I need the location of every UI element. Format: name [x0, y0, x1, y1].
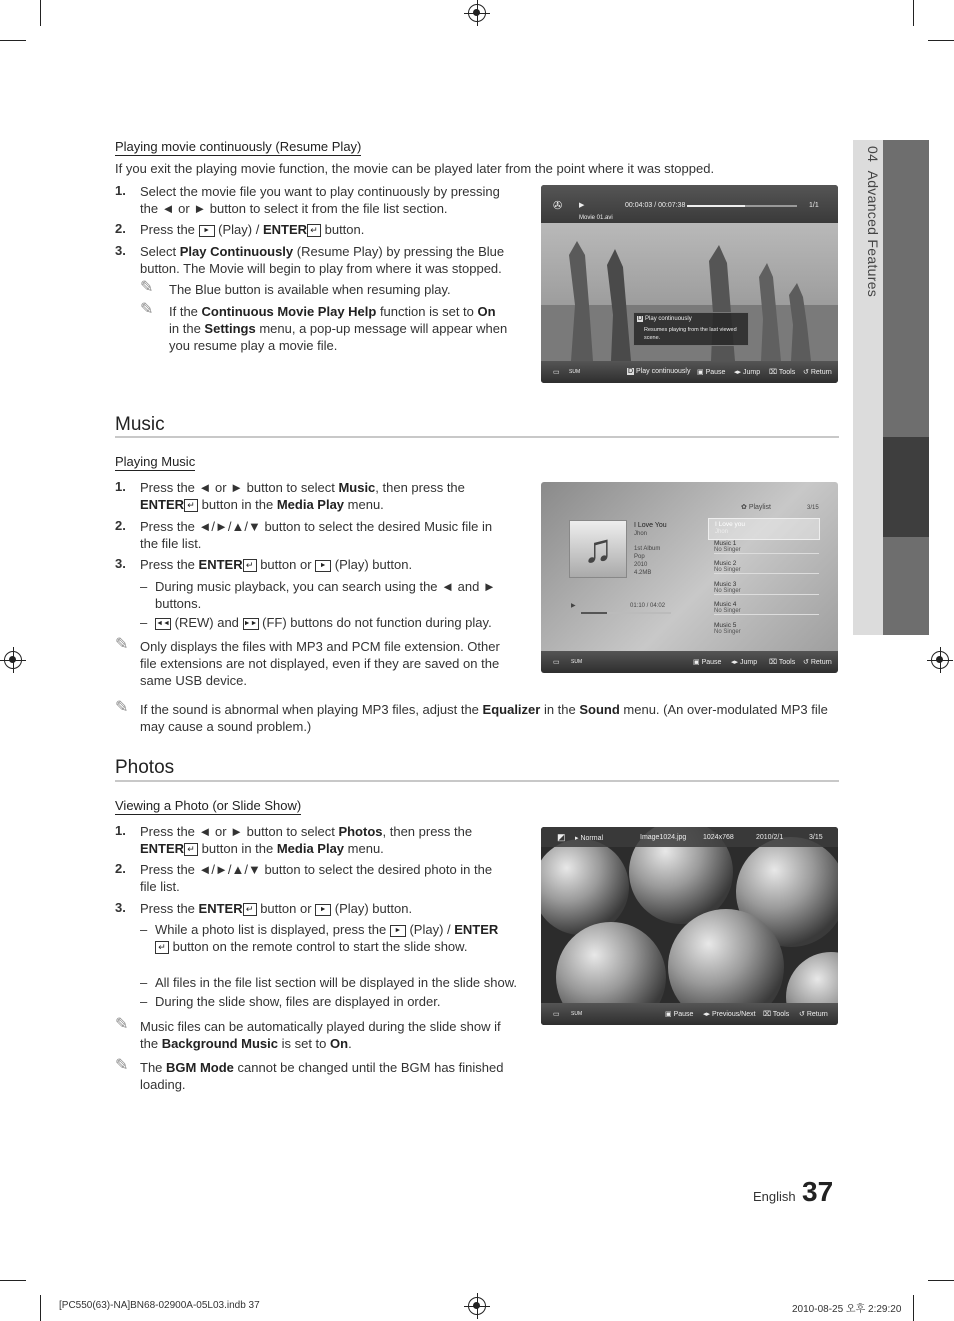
crop-mark — [0, 40, 26, 41]
resume-note-2: If the Continuous Movie Play Help function is set to On in the Settings menu, a pop-up message will appear when you resume play a movie file. — [169, 304, 508, 353]
photo-filename: Image1024.jpg — [640, 834, 687, 841]
resume-note-1: The Blue button is available when resuming play. — [169, 282, 451, 297]
dash: – — [140, 579, 148, 594]
chapter-side-tab — [853, 140, 929, 635]
step-number: 1. — [115, 479, 126, 494]
note-pencil-icon: ✎ — [115, 1016, 129, 1033]
note-pencil-icon: ✎ — [115, 699, 129, 716]
dash: – — [140, 975, 148, 990]
crop-mark — [913, 0, 914, 26]
playlist-item[interactable]: Music 1 No Singer — [714, 540, 819, 554]
registration-mark-icon — [4, 651, 22, 669]
resume-step-3: Select Play Continuously (Resume Play) by pressing the Blue button. The Movie will begin to play from where it was stopped. — [140, 244, 505, 276]
resume-heading: Playing movie continuously (Resume Play) — [115, 139, 362, 154]
chapter-label: 04 Advanced Features — [865, 146, 881, 298]
music-play-icon: ▶ — [571, 603, 576, 609]
note-pencil-icon: ✎ — [140, 301, 154, 318]
movie-player-screenshot — [541, 185, 838, 383]
note-pencil-icon: ✎ — [140, 279, 154, 296]
control-pause[interactable]: ▣ Pause — [697, 369, 726, 376]
footer-language: English — [753, 1189, 796, 1204]
control-tools[interactable]: ⌧ Tools — [769, 369, 796, 376]
movie-progress-bar — [687, 205, 797, 207]
music-note-1: Only displays the files with MP3 and PCM file extension. Other file extensions are not displayed, even if they are saved on the same USB device. — [140, 639, 500, 688]
song-artist: Jhon — [634, 531, 648, 537]
photos-title: Photos — [115, 757, 175, 778]
control-tools[interactable]: ⌧ Tools — [763, 1011, 790, 1018]
movie-control-bar: ▭ SUM D Play continuously ▣ Pause ◂▸ Jump ⌧ Tools ↺ Return — [541, 361, 838, 383]
dash: – — [140, 615, 148, 630]
music-title: Music — [115, 414, 165, 435]
step-number: 3. — [115, 900, 126, 915]
photo-mode: ▸ Normal — [575, 835, 604, 842]
music-heading: Playing Music — [115, 454, 196, 469]
note-pencil-icon: ✎ — [115, 636, 129, 653]
music-dash-2: ◄◄ (REW) and ►► (FF) buttons do not function during play. — [156, 615, 492, 630]
step-number: 1. — [115, 183, 126, 198]
dash: – — [140, 994, 148, 1009]
photo-date: 2010/2/1 — [756, 834, 784, 841]
step-number: 2. — [115, 221, 126, 236]
crop-mark — [913, 1295, 914, 1321]
playlist-item[interactable]: Music 5 No Singer — [714, 622, 741, 635]
resume-popup: D Play continuously Resumes playing from the last viewed scene. — [633, 312, 749, 346]
step-number: 1. — [115, 823, 126, 838]
crop-mark — [928, 1280, 954, 1281]
control-pause[interactable]: ▣ Pause — [693, 659, 722, 666]
movie-count: 1/1 — [809, 202, 819, 209]
section-rule — [115, 780, 839, 782]
music-step-2: Press the ◄/►/▲/▼ button to select the desired Music file in the file list. — [140, 519, 493, 551]
popup-message: Resumes playing from the last viewed scene. — [644, 327, 737, 341]
song-size: 4.2MB — [634, 570, 652, 576]
usb-icon: ▭ — [553, 659, 560, 666]
play-state-icon: ▶ — [579, 202, 585, 209]
crop-mark — [0, 1280, 26, 1281]
control-jump[interactable]: ◂▸ Jump — [731, 659, 758, 666]
photos-step-1: Press the ◄ or ► button to select Photos, then press the ENTER ↵ button in the Media Play menu. — [140, 824, 473, 856]
control-previous-next[interactable]: ◂▸ Previous/Next — [703, 1011, 756, 1018]
photos-note-2: The BGM Mode cannot be changed until the BGM has finished loading. — [140, 1060, 504, 1092]
resume-intro: If you exit the playing movie function, the movie can be played later from the point where it was stopped. — [115, 161, 715, 176]
photo-resolution: 1024x768 — [703, 834, 734, 841]
music-control-bar: ▭ SUM ▣ Pause ◂▸ Jump ⌧ Tools ↺ Return — [541, 651, 838, 673]
dash: – — [140, 922, 148, 937]
control-return[interactable]: ↺ Return — [803, 369, 832, 376]
music-time: 01:10 / 04:02 — [630, 603, 666, 609]
step-number: 2. — [115, 518, 126, 533]
music-dash-1: During music playback, you can search using the ◄ and ► buttons. — [155, 579, 496, 611]
page-number: 37 — [802, 1176, 834, 1207]
movie-time: 00:04:03 / 00:07:38 — [625, 202, 686, 209]
step-number: 2. — [115, 861, 126, 876]
usb-icon: ▭ — [553, 1011, 560, 1018]
photos-note-1: Music files can be automatically played during the slide show if the Background Music is set to On. — [140, 1019, 501, 1051]
photos-dash-3: During the slide show, files are displayed in order. — [155, 994, 441, 1009]
control-play-continuously[interactable]: D Play continuously — [628, 368, 691, 375]
photo-control-bar: ▭ SUM ▣ Pause ◂▸ Previous/Next ⌧ Tools ↺ Return — [541, 1003, 838, 1025]
music-note-2: If the sound is abnormal when playing MP3 files, adjust the Equalizer in the Sound menu. (An over-modulated MP3 file may cause a sound problem.) — [140, 702, 828, 734]
step-number: 3. — [115, 243, 126, 258]
control-pause[interactable]: ▣ Pause — [665, 1011, 694, 1018]
apples-photo — [541, 827, 838, 1025]
registration-mark-icon — [931, 651, 949, 669]
photos-dash-1: While a photo list is displayed, press the ► (Play) / ENTER↵ button on the remote control to start the slide show. — [155, 922, 499, 954]
music-player-screenshot — [541, 482, 838, 673]
music-progress-bar — [581, 612, 671, 614]
playlist-item[interactable]: Music 4 No Singer — [714, 601, 819, 615]
photo-icon: ◩ — [557, 832, 566, 842]
photo-viewer-screenshot — [541, 827, 838, 1025]
playlist-item[interactable]: Music 3 No Singer — [714, 581, 819, 595]
film-icon: ✇ — [553, 200, 563, 212]
playlist-item[interactable]: Music 2 No Singer — [714, 560, 819, 574]
photos-heading: Viewing a Photo (or Slide Show) — [115, 798, 302, 813]
note-pencil-icon: ✎ — [115, 1057, 129, 1074]
music-step-3: Press the ENTER ↵ button or ► (Play) button. — [140, 557, 413, 572]
control-jump[interactable]: ◂▸ Jump — [734, 369, 761, 376]
control-return[interactable]: ↺ Return — [803, 659, 832, 666]
registration-mark-icon — [468, 4, 486, 22]
song-album: 1st Album — [634, 546, 661, 552]
crop-mark — [40, 0, 41, 26]
playlist-label: ✿ Playlist — [741, 504, 771, 511]
crop-mark — [928, 40, 954, 41]
control-tools[interactable]: ⌧ Tools — [769, 659, 796, 666]
photos-dash-2: All files in the file list section will be displayed in the slide show. — [155, 975, 518, 990]
playlist-count: 3/15 — [807, 505, 819, 511]
resume-step-1: Select the movie file you want to play continuously by pressing the ◄ or ► button to select it from the file list section. — [140, 184, 500, 216]
photo-count: 3/15 — [809, 834, 823, 841]
movie-filename: Movie 01.avi — [579, 215, 613, 221]
step-number: 3. — [115, 556, 126, 571]
album-art-music-note-icon: ♫ — [569, 520, 627, 578]
resume-step-2: Press the ► (Play) / ENTER ↵ button. — [140, 222, 365, 237]
playlist-item-selected[interactable]: I Love you Jhon — [708, 518, 820, 540]
footer-file-info: [PC550(63)-NA]BN68-02900A-05L03.indb 37 — [59, 1300, 260, 1311]
control-return[interactable]: ↺ Return — [799, 1011, 828, 1018]
usb-icon: ▭ — [553, 369, 560, 376]
photos-step-2: Press the ◄/►/▲/▼ button to select the desired photo in the file list. — [140, 862, 493, 894]
photos-step-3: Press the ENTER ↵ button or ► (Play) button. — [140, 901, 413, 916]
song-genre: Pop — [634, 554, 645, 560]
song-title: I Love You — [634, 522, 667, 529]
registration-mark-icon — [468, 1297, 486, 1315]
section-rule — [115, 436, 839, 438]
music-step-1: Press the ◄ or ► button to select Music, then press the ENTER ↵ button in the Media Play menu. — [140, 480, 465, 512]
song-year: 2010 — [634, 562, 648, 568]
footer-timestamp: 2010-08-25 오후 2:29:20 — [792, 1304, 902, 1315]
crop-mark — [40, 1295, 41, 1321]
